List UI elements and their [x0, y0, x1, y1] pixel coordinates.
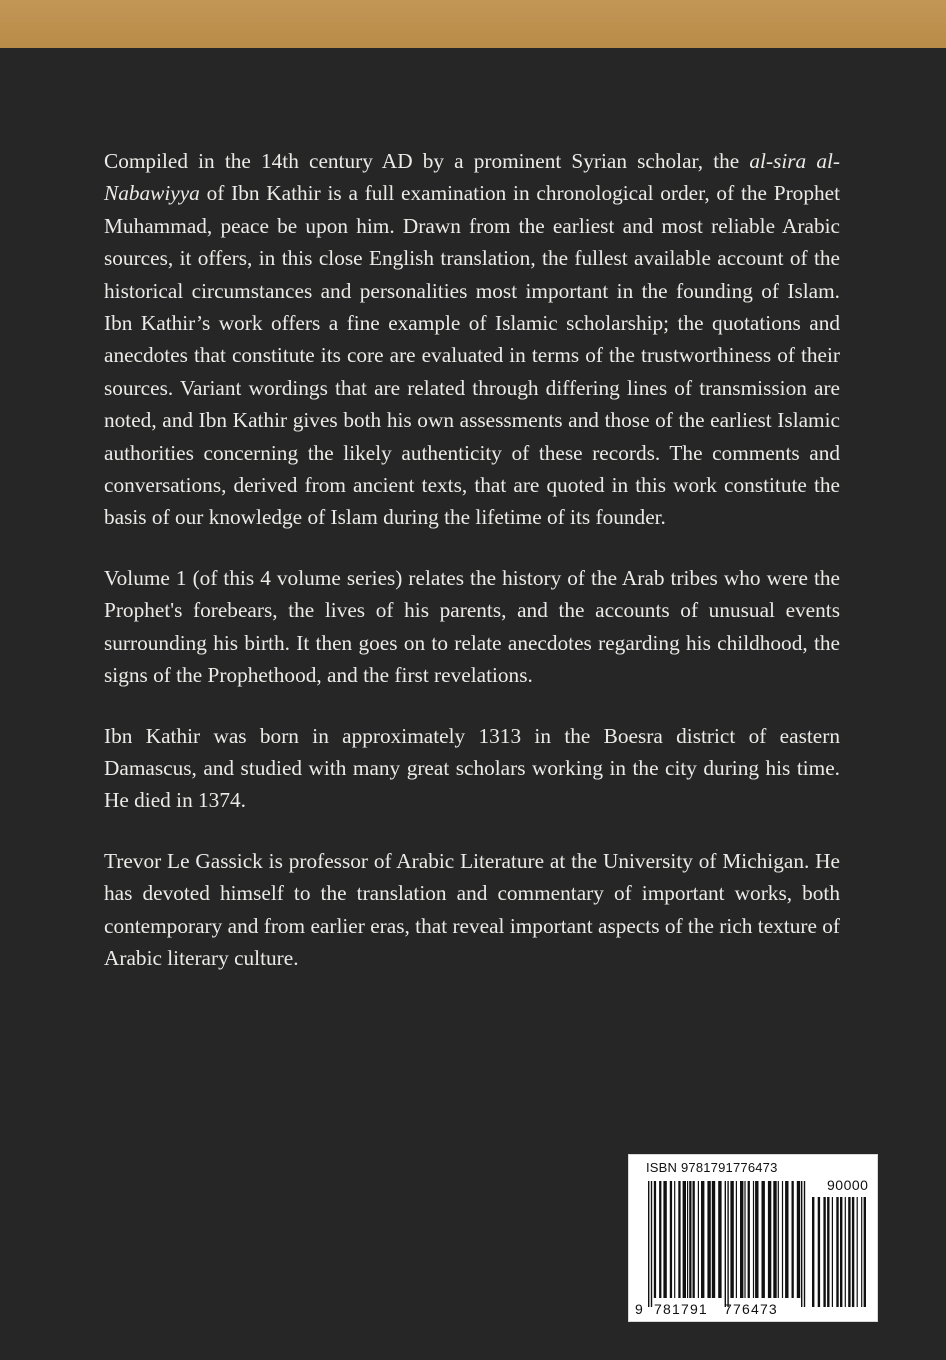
- barcode-bar: [845, 1197, 846, 1307]
- barcode-bar: [687, 1181, 688, 1298]
- barcode-digit-first: 9: [635, 1301, 644, 1317]
- barcode-bars: [629, 1155, 879, 1323]
- barcode-bar: [727, 1181, 728, 1307]
- barcode-bar: [725, 1181, 726, 1307]
- barcode-bar: [736, 1181, 737, 1298]
- barcode-bar: [804, 1181, 805, 1307]
- barcode-bar: [670, 1181, 672, 1298]
- barcode-bar: [689, 1181, 691, 1298]
- paragraph-summary: Compiled in the 14th century AD by a prominent Syrian scholar, the al-sira al-Nabawiyya of Ibn Kathir is a full examination in chronological order, of the Prophet Muhammad, peace be upon him. Drawn from the earliest and most reliable Arabic sources, it offers, in this close English translation, the fullest available account of the historical circumstances and personalities most important in the founding of Islam. Ibn Kathir’s work offers a fine example of Islamic scholarship; the quotations and anecdotes that constitute its core are evaluated in terms of the trustworthiness of their sources. Variant wordings that are related through differing lines of transmission are noted, and Ibn Kathir gives both his own assessments and those of the earliest Islamic authorities concerning the likely authenticity of these records. The comments and conversations, derived from ancient texts, that are quoted in this work constitute the basis of our knowledge of Islam during the lifetime of its founder.: [104, 149, 840, 530]
- barcode-bar: [693, 1181, 695, 1298]
- barcode-bar: [648, 1181, 649, 1307]
- barcode-bar: [801, 1181, 802, 1307]
- barcode-bar: [861, 1197, 862, 1307]
- barcode-bar: [712, 1181, 715, 1298]
- barcode-bar: [773, 1181, 776, 1298]
- barcode-bar: [740, 1181, 743, 1298]
- barcode-bar: [748, 1181, 750, 1298]
- barcode-bar: [823, 1197, 825, 1307]
- barcode-bar: [755, 1181, 758, 1298]
- isbn-label: ISBN 9781791776473: [646, 1160, 778, 1175]
- barcode-bar: [818, 1197, 820, 1307]
- paragraph-author-bio: Ibn Kathir was born in approximately 1313 in the Boesra district of eastern Damascus, and studied with many great scholars working in the city during his time. He died in 1374.: [104, 723, 840, 813]
- barcode-bar: [683, 1181, 686, 1298]
- barcode-bar: [753, 1181, 754, 1298]
- barcode-digits-right: 776473: [724, 1301, 778, 1317]
- barcode-bar: [730, 1181, 733, 1298]
- barcode-bar: [848, 1197, 850, 1307]
- barcode-bar: [778, 1181, 779, 1298]
- barcode-bar: [659, 1181, 661, 1298]
- barcode-bar: [651, 1181, 652, 1307]
- barcode-bar: [663, 1181, 666, 1298]
- back-cover-blurb: [104, 145, 840, 1002]
- isbn-barcode: [628, 1154, 878, 1322]
- barcode-bar: [701, 1181, 704, 1298]
- barcode-bar: [782, 1181, 783, 1298]
- barcode-bar: [678, 1181, 680, 1298]
- barcode-bar: [827, 1197, 829, 1307]
- book-title-italic: al-sira al-Nabawiyya: [104, 149, 840, 206]
- barcode-bar: [768, 1181, 771, 1298]
- barcode-bar: [785, 1181, 788, 1298]
- barcode-bar: [654, 1181, 656, 1298]
- barcode-bar: [762, 1181, 765, 1298]
- barcode-bar: [674, 1181, 675, 1298]
- barcode-bar: [707, 1181, 710, 1298]
- paragraph-translator-bio: Trevor Le Gassick is professor of Arabic Literature at the University of Michigan. He has devoted himself to the translation and commentary of important works, both contemporary and from earlier eras, that reveal important aspects of the rich texture of Arabic literary culture.: [104, 848, 840, 970]
- paragraph-volume-1: Volume 1 (of this 4 volume series) relates the history of the Arab tribes who were the Prophet's forebears, the lives of his parents, and the accounts of unusual events surrounding his birth. It then goes on to relate anecdotes regarding his childhood, the signs of the Prophethood, and the first revelations.: [104, 565, 840, 688]
- barcode-bar: [832, 1197, 833, 1307]
- barcode-bar: [698, 1181, 699, 1298]
- barcode-bar: [797, 1181, 800, 1298]
- gold-top-band: [0, 0, 946, 48]
- barcode-bar: [792, 1181, 794, 1298]
- barcode-bar: [836, 1197, 838, 1307]
- barcode-bar: [744, 1181, 745, 1298]
- barcode-bar: [718, 1181, 721, 1298]
- barcode-bar: [812, 1197, 814, 1307]
- barcode-bar: [857, 1197, 858, 1307]
- barcode-bar: [852, 1197, 854, 1307]
- barcode-digits-left: 781791: [654, 1301, 708, 1317]
- price-code: 90000: [827, 1177, 869, 1193]
- barcode-bar: [864, 1197, 866, 1307]
- barcode-bar: [840, 1197, 842, 1307]
